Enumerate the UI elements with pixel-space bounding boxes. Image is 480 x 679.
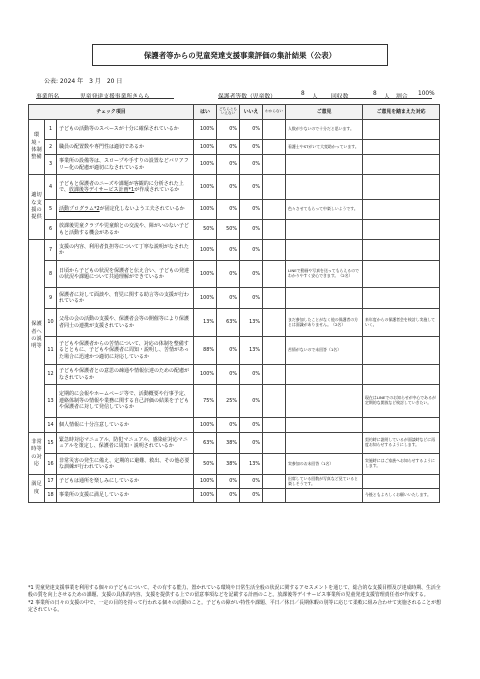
response-label: 回収数 xyxy=(331,94,349,100)
item-number: 15 xyxy=(45,433,57,454)
header-response: ご意見を踏まえた対応 xyxy=(363,105,440,120)
response-cell xyxy=(363,365,440,385)
check-item xyxy=(57,454,194,475)
yes-percent: 100% xyxy=(194,155,217,175)
opinion-cell: 色々させてもらって中楽しいようです。 xyxy=(286,200,363,220)
check-item-text: 子どもは通所を楽しみにしているか xyxy=(59,478,140,485)
no-percent: 0% xyxy=(240,120,263,140)
opinion-cell xyxy=(286,433,363,454)
check-item-text: 父母の会の活動の支援や、保護者会等の開催等により保護者同士の連携が支援されているか xyxy=(59,316,189,329)
check-item-text: 個人情報に十分注意しているか xyxy=(59,421,130,428)
table-row xyxy=(29,288,440,309)
table-row xyxy=(29,475,440,489)
item-number: 12 xyxy=(45,365,57,385)
no-percent: 0% xyxy=(240,261,263,288)
item-number: 17 xyxy=(45,475,57,489)
check-item-text: 事業所の設備等は、スロープや手すりの設置などバリアフリー化の配慮が適切になされているか xyxy=(59,158,189,171)
no-percent: 0% xyxy=(240,175,263,200)
yes-percent: 100% xyxy=(194,418,217,433)
unknown-percent xyxy=(263,475,286,489)
neutral-percent: 0% xyxy=(217,365,240,385)
neutral-percent: 25% xyxy=(217,385,240,418)
check-item xyxy=(57,365,194,385)
neutral-percent: 0% xyxy=(217,489,240,503)
opinion-cell xyxy=(286,418,363,433)
opinion-cell: 出席している回数が写真など見ていると楽しそうです。 xyxy=(286,475,363,489)
response-cell xyxy=(363,475,440,489)
yes-percent: 100% xyxy=(194,489,217,503)
count-underline xyxy=(218,98,432,99)
item-number: 14 xyxy=(45,418,57,433)
table-row xyxy=(29,433,440,454)
opinion-cell: 人数が少ないので十分だと思います。 xyxy=(286,120,363,140)
no-percent: 0% xyxy=(240,288,263,309)
neutral-percent: 0% xyxy=(217,140,240,155)
check-item xyxy=(57,120,194,140)
item-number: 2 xyxy=(45,140,57,155)
item-number: 3 xyxy=(45,155,57,175)
check-item xyxy=(57,288,194,309)
office-name: 児童発達支援事業所きらら xyxy=(80,94,150,100)
check-item-text: 子どもの活動等のスペースが十分に確保されているか xyxy=(59,126,179,133)
no-percent: 0% xyxy=(240,220,263,240)
no-percent: 13% xyxy=(240,454,263,475)
response-cell xyxy=(363,220,440,240)
table-row xyxy=(29,240,440,261)
response-unit: 人 xyxy=(384,94,390,100)
check-item xyxy=(57,418,194,433)
response-cell xyxy=(363,140,440,155)
check-item-text: 支援の内容、利用者負担等について丁寧な説明がなされたか xyxy=(59,243,189,256)
yes-percent: 100% xyxy=(194,240,217,261)
table-row xyxy=(29,140,440,155)
check-item-text: 非常災害の発生に備え、定期的に避難、救出、その他必要な訓練が行われているか xyxy=(59,457,190,470)
no-percent: 0% xyxy=(240,475,263,489)
yes-percent: 100% xyxy=(194,120,217,140)
response-cell xyxy=(363,200,440,220)
footnote-1: *1 児童発達支援事業を利用する個々の子どもについて、その有する能力、置かれている環境や日常生活全般の状況に関するアセスメントを通じて、総合的な支援目標及び達成時期、生活全般の質を向上させるための課題、支援の具体的内容、支援を提供する上での留意事項などを記載する計画のこと。放課後等デイサービス事業所の児童発達支援管理責任者が作成する。 xyxy=(28,585,441,599)
check-item xyxy=(57,475,194,489)
ratio-label: 割合 xyxy=(396,94,408,100)
unknown-percent xyxy=(263,200,286,220)
item-number: 18 xyxy=(45,489,57,503)
unknown-percent xyxy=(263,433,286,454)
item-number: 11 xyxy=(45,337,57,365)
yes-percent: 63% xyxy=(194,433,217,454)
check-item-text: 子どもや保護者との意思の疎通や情報伝達のための配慮がなされているか xyxy=(59,368,190,381)
check-item xyxy=(57,200,194,220)
check-item xyxy=(57,385,194,418)
unknown-percent xyxy=(263,418,286,433)
yes-percent: 100% xyxy=(194,140,217,155)
no-percent: 0% xyxy=(240,155,263,175)
check-item xyxy=(57,140,194,155)
header-opinion: ご意見 xyxy=(286,105,363,120)
response-cell: 来年度からの保護者会を検討し実施していく。 xyxy=(363,309,440,337)
no-percent: 0% xyxy=(240,489,263,503)
table-row xyxy=(29,120,440,140)
opinion-cell xyxy=(286,288,363,309)
category-cell: 環境・体制整備 xyxy=(29,120,45,175)
yes-percent: 50% xyxy=(194,454,217,475)
neutral-percent: 38% xyxy=(217,433,240,454)
check-item-text: 日頃から子どもの状況を保護者と伝え合い、子どもの発達の状況や課題について共通理解ができているか xyxy=(59,267,190,280)
table-row xyxy=(29,175,440,200)
unknown-percent xyxy=(263,155,286,175)
no-percent: 0% xyxy=(240,240,263,261)
response-value: 8 xyxy=(373,91,377,97)
unknown-percent xyxy=(263,365,286,385)
table-row xyxy=(29,220,440,240)
header-yes: はい xyxy=(194,105,217,120)
check-item-text: 事業所の支援に満足しているか xyxy=(59,492,130,499)
category-cell: 保護者への説明等 xyxy=(29,240,45,433)
table-row xyxy=(29,200,440,220)
item-number: 6 xyxy=(45,220,57,240)
response-cell xyxy=(363,288,440,309)
unknown-percent xyxy=(263,220,286,240)
check-item xyxy=(57,309,194,337)
header-unknown: わからない xyxy=(263,105,286,120)
opinion-cell xyxy=(286,385,363,418)
check-item-text: 緊急時対応マニュアル、防犯マニュアル、感染症対応マニュアルを策定し、保護者に周知・説明されているか xyxy=(59,436,188,449)
table-row xyxy=(29,261,440,288)
neutral-percent: 0% xyxy=(217,337,240,365)
neutral-percent: 0% xyxy=(217,175,240,200)
opinion-cell: まだ参加したことがなく他の保護者の方とは面識がありません。（2名） xyxy=(286,309,363,337)
unknown-percent xyxy=(263,240,286,261)
category-cell: 適切な支援の提供 xyxy=(29,175,45,240)
check-item xyxy=(57,175,194,200)
yes-percent: 50% xyxy=(194,220,217,240)
office-label: 事業所名 xyxy=(36,94,60,100)
response-cell xyxy=(363,240,440,261)
table-row xyxy=(29,337,440,365)
item-number: 16 xyxy=(45,454,57,475)
response-cell xyxy=(363,120,440,140)
header-row xyxy=(29,105,440,120)
yes-percent: 100% xyxy=(194,261,217,288)
unknown-percent xyxy=(263,489,286,503)
no-percent: 0% xyxy=(240,385,263,418)
table-row xyxy=(29,418,440,433)
neutral-percent: 0% xyxy=(217,240,240,261)
item-number: 5 xyxy=(45,200,57,220)
table-row xyxy=(29,385,440,418)
neutral-percent: 0% xyxy=(217,155,240,175)
response-cell xyxy=(363,337,440,365)
unknown-percent xyxy=(263,337,286,365)
unknown-percent xyxy=(263,120,286,140)
check-item xyxy=(57,261,194,288)
category-cell: 満足度 xyxy=(29,475,45,503)
check-item xyxy=(57,155,194,175)
item-number: 10 xyxy=(45,309,57,337)
unknown-percent xyxy=(263,288,286,309)
category-cell: 非常時等の対応 xyxy=(29,433,45,475)
neutral-percent: 0% xyxy=(217,288,240,309)
response-cell xyxy=(363,175,440,200)
table-row xyxy=(29,489,440,503)
office-underline xyxy=(36,98,174,99)
no-percent: 13% xyxy=(240,309,263,337)
unknown-percent xyxy=(263,385,286,418)
check-item-text: 放課後児童クラブや児童館との交流や、障がいのない子どもと活動する機会があるか xyxy=(59,223,189,236)
opinion-cell: 苦情がないので未回答（1名） xyxy=(286,337,363,365)
response-cell xyxy=(363,155,440,175)
table-row xyxy=(29,365,440,385)
opinion-cell: LINEで動画や写真を送ってもらえるのでわかりやすく安心できます。（2名） xyxy=(286,261,363,288)
yes-percent: 13% xyxy=(194,309,217,337)
no-percent: 0% xyxy=(240,365,263,385)
no-percent: 0% xyxy=(240,433,263,454)
item-number: 9 xyxy=(45,288,57,309)
table-body xyxy=(29,120,440,503)
response-cell: 今後ともよろしくお願いいたします。 xyxy=(363,489,440,503)
yes-percent: 100% xyxy=(194,475,217,489)
header-no: いいえ xyxy=(240,105,263,120)
check-item xyxy=(57,337,194,365)
table-row xyxy=(29,309,440,337)
response-cell xyxy=(363,418,440,433)
count-label: 保護者等数（児童数） xyxy=(218,94,276,100)
unknown-percent xyxy=(263,261,286,288)
check-item-text: 職員の配置数や専門性は適切であるか xyxy=(59,143,145,150)
no-percent: 13% xyxy=(240,337,263,365)
footnotes xyxy=(28,585,442,615)
item-number: 13 xyxy=(45,385,57,418)
item-number: 4 xyxy=(45,175,57,200)
opinion-cell xyxy=(286,220,363,240)
response-cell: 契約時に説明しているが面談時などに再度お知らせするようにします。 xyxy=(363,433,440,454)
response-cell: 実施時にはご家族へお知らせするようにします。 xyxy=(363,454,440,475)
opinion-cell xyxy=(286,175,363,200)
opinion-cell: 実参加のお未回答（1名） xyxy=(286,454,363,475)
yes-percent: 100% xyxy=(194,365,217,385)
yes-percent: 75% xyxy=(194,385,217,418)
count-value: 8 xyxy=(301,91,305,97)
evaluation-table xyxy=(28,104,440,503)
neutral-percent: 50% xyxy=(217,220,240,240)
unknown-percent xyxy=(263,454,286,475)
yes-percent: 100% xyxy=(194,288,217,309)
opinion-cell xyxy=(286,365,363,385)
check-item-underlined: 活動プログラム*2 xyxy=(59,206,100,213)
item-number: 1 xyxy=(45,120,57,140)
check-item-text-end: が固定化しないよう工夫されているか xyxy=(99,206,185,213)
neutral-percent: 38% xyxy=(217,454,240,475)
item-number: 8 xyxy=(45,261,57,288)
opinion-cell xyxy=(286,155,363,175)
response-cell xyxy=(363,261,440,288)
table-row xyxy=(29,155,440,175)
neutral-percent: 0% xyxy=(217,475,240,489)
check-item xyxy=(57,489,194,503)
neutral-percent: 0% xyxy=(217,120,240,140)
yes-percent: 100% xyxy=(194,200,217,220)
check-item-text: 子どもと保護者のニーズや課題が客観的に分析された上で、 xyxy=(59,180,184,193)
table-row xyxy=(29,454,440,475)
unknown-percent xyxy=(263,140,286,155)
footnote-2: *2 事業所の日々の支援の中で、一定の目的を持って行われる個々の活動のこと。子どもの障がい特性や課題、平日／休日／長期休暇の別等に応じて柔軟に組み合わせて実施されることが想定されている。 xyxy=(28,600,441,614)
ratio-value: 100% xyxy=(418,91,435,97)
page-title: 保護者等からの児童発達支援事業評価の集計結果（公表） xyxy=(92,44,388,66)
no-percent: 0% xyxy=(240,200,263,220)
neutral-percent: 0% xyxy=(217,418,240,433)
neutral-percent: 63% xyxy=(217,309,240,337)
neutral-percent: 0% xyxy=(217,261,240,288)
publish-date: 公表: 2024 年 3 月 20 日 xyxy=(44,78,123,85)
unknown-percent xyxy=(263,309,286,337)
opinion-cell xyxy=(286,489,363,503)
check-item-underlined: 放課後等デイサービス計画*1 xyxy=(68,187,135,193)
unknown-percent xyxy=(263,175,286,200)
check-item-text-end: が作成されているか xyxy=(134,187,180,193)
check-item xyxy=(57,433,194,454)
yes-percent: 100% xyxy=(194,175,217,200)
neutral-percent: 0% xyxy=(217,200,240,220)
item-number: 7 xyxy=(45,240,57,261)
check-item-text: 子どもや保護者からの苦情について、対応の体制を整備するとともに、子どもや保護者に周知・説明し、苦情があった場合に迅速かつ適切に対応しているか xyxy=(59,340,189,360)
yes-percent: 88% xyxy=(194,337,217,365)
no-percent: 0% xyxy=(240,140,263,155)
response-cell: 現在はLINEでのお知らせが中心であるが定期的な開放など検討していきたい。 xyxy=(363,385,440,418)
check-item xyxy=(57,240,194,261)
check-item xyxy=(57,220,194,240)
header-neutral: どちらともいえない xyxy=(217,105,240,120)
no-percent: 0% xyxy=(240,418,263,433)
check-item-text: 定期的に会報やホームページ等で、活動概要や行事予定、連絡体制等の情報や業務に関する自己評価の結果を子どもや保護者に対して発信しているか xyxy=(59,391,190,411)
opinion-cell xyxy=(286,240,363,261)
count-unit: 人 xyxy=(312,94,318,100)
opinion-cell: 看護士やSTがいて大変助かっています。 xyxy=(286,140,363,155)
check-item-text: 保護者に対して面談や、育児に関する助言等の支援が行われているか xyxy=(59,291,189,304)
header-check: チェック項目 xyxy=(29,105,194,120)
